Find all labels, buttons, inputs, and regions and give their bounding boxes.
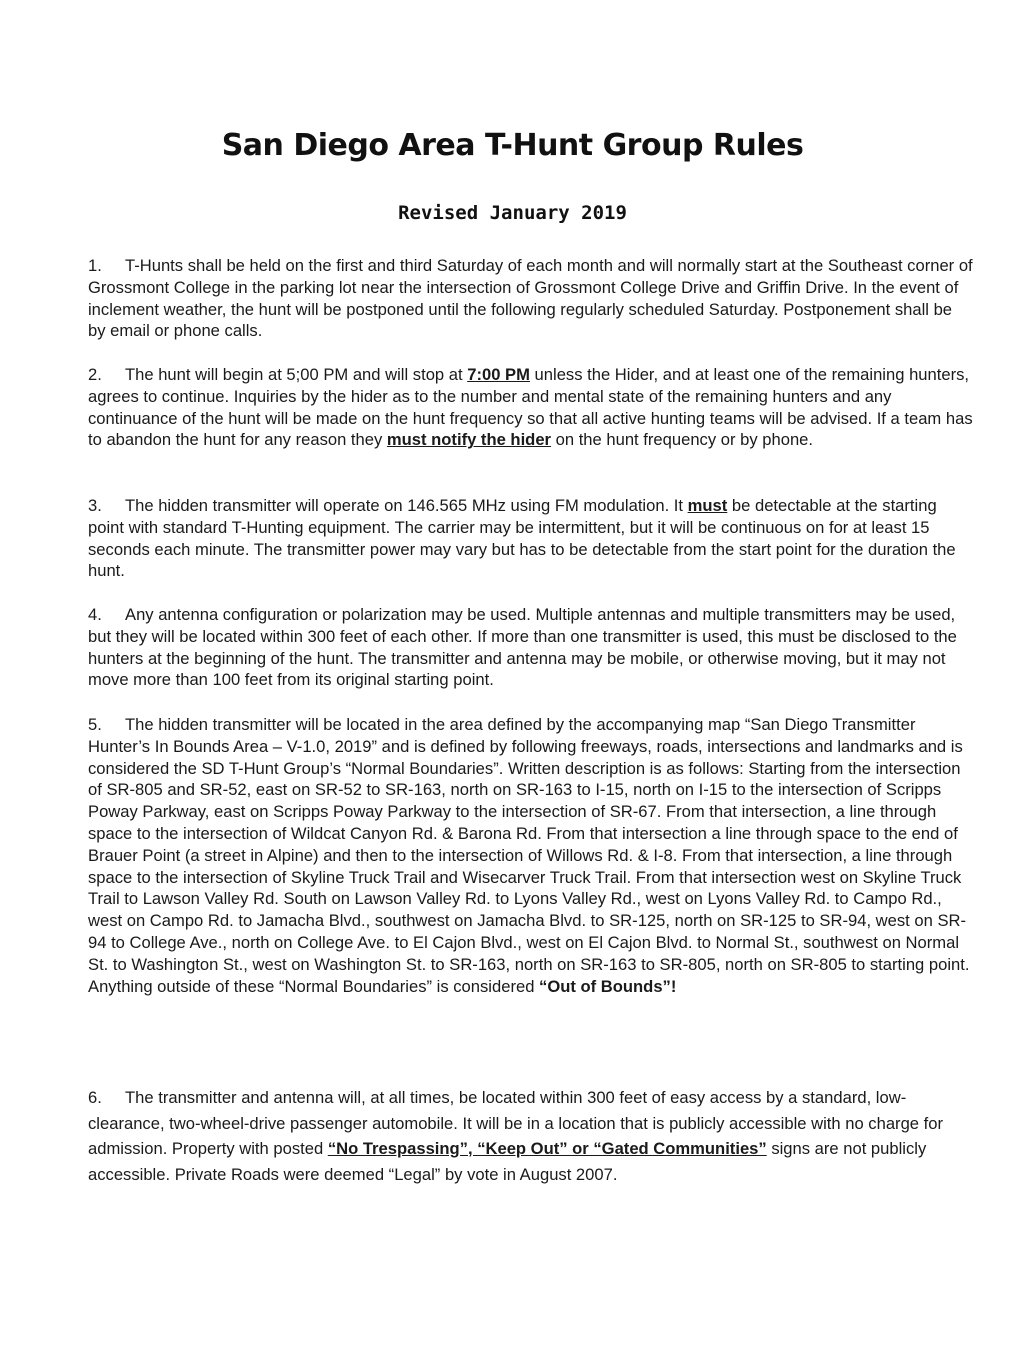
rule-text: signs are not publicly accessible. Private Roads were deemed “Legal” by vote in August 2007.	[88, 1139, 927, 1184]
rule-1	[88, 255, 973, 342]
rule-number: 5.	[88, 715, 102, 734]
rule-3	[88, 495, 973, 582]
page-title: San Diego Area T-Hunt Group Rules	[221, 128, 804, 163]
rule-number: 3.	[88, 496, 102, 515]
rule-6	[88, 1085, 973, 1187]
rule-text: on the hunt frequency or by phone.	[551, 430, 814, 450]
rule-text: The hidden transmitter will operate on 146.565 MHz using FM modulation. It	[125, 496, 688, 515]
rule-number: 4.	[88, 605, 102, 624]
notify-hider-emphasis: must notify the hider	[386, 430, 552, 450]
rule-number: 1.	[88, 256, 102, 275]
rule-5	[88, 714, 973, 997]
rule-text: unless the Hider, and at least one of the remaining hunters, agrees to continue. Inquiries by the hider as to the number and mental state of the remaining hunters and any continuance of the hunt will be made on the hunt frequency so that all active hunting teams will be advised. If a team has to abandon the hunt for any reason they	[88, 365, 973, 450]
out-of-bounds-emphasis: “Out of Bounds”!	[539, 976, 677, 996]
rule-number: 2.	[88, 365, 102, 384]
rule-text: Any antenna configuration or polarization may be used. Multiple antennas and multiple transmitters may be used, but they will be located within 300 feet of each other. If more than one transmitter is used, this must be disclosed to the hunters at the beginning of the hunt. The transmitter and antenna may be mobile, or otherwise moving, but it may not move more than 100 feet from its original starting point.	[88, 605, 957, 690]
signs-emphasis: “No Trespassing”, “Keep Out” or “Gated Communities”	[327, 1139, 767, 1158]
rule-text: be detectable at the starting point with standard T-Hunting equipment. The carrier may be intermittent, but it will be continuous on for at least 15 seconds each minute. The transmitter power may vary but has to be detectable from the start point for the duration the hunt.	[88, 496, 956, 581]
rule-4	[88, 604, 973, 691]
rule-text: The hidden transmitter will be located in the area defined by the accompanying map “San Diego Transmitter Hunter’s In Bounds Area – V-1.0, 2019” and is defined by following freeways, roads, intersections and landmarks and is considered the SD T-Hunt Group’s “Normal Boundaries”. Written description is as follows: Starting from the intersection of SR-805 and SR-52, east on SR-52 to SR-163, north on SR-163 to I-15, north on I-15 to the intersection of Scripps Poway Parkway, east on Scripps Poway Parkway to the intersection of SR-67. From that intersection, a line through space to the intersection of Wildcat Canyon Rd. & Barona Rd. From that intersection a line through space to the end of Brauer Point (a street in Alpine) and then to the intersection of Willows Rd. & I-8. From that intersection, a line through space to the intersection of Skyline Truck Trail and Wisecarver Truck Trail. From that intersection west on Skyline Truck Trail to Lawson Valley Rd. South on Lawson Valley Rd. to Lyons Valley Rd., west on Lyons Valley Rd. to Campo Rd., west on Campo Rd. to Jamacha Blvd., southwest on Jamacha Blvd. to SR-125, north on SR-125 to SR-94, west on SR-94 to College Ave., north on College Ave. to El Cajon Blvd., west on El Cajon Blvd. to Normal St., southwest on Normal St. to Washington St., west on Washington St. to SR-163, north on SR-163 to SR-805, north on SR-805 to starting point. Anything outside of these “Normal Boundaries” is considered	[88, 715, 970, 996]
rule-2	[88, 364, 973, 451]
rule-text: The transmitter and antenna will, at all times, be located within 300 feet of easy access by a standard, low-clearance, two-wheel-drive passenger automobile. It will be in a location that is publicly accessible with no charge for admission. Property with posted	[88, 1088, 944, 1158]
revision-date: Revised January 2019	[398, 202, 627, 224]
stop-time-emphasis: 7:00 PM	[467, 365, 530, 384]
rule-text: T-Hunts shall be held on the first and third Saturday of each month and will normally start at the Southeast corner of Grossmont College in the parking lot near the intersection of Grossmont College Drive and Griffin Drive. In the event of inclement weather, the hunt will be postponed until the following regularly scheduled Saturday. Postponement shall be by email or phone calls.	[88, 256, 973, 341]
rule-text: The hunt will begin at 5;00 PM and will stop at	[125, 365, 468, 384]
must-emphasis: must	[687, 496, 728, 515]
rule-number: 6.	[88, 1088, 102, 1107]
